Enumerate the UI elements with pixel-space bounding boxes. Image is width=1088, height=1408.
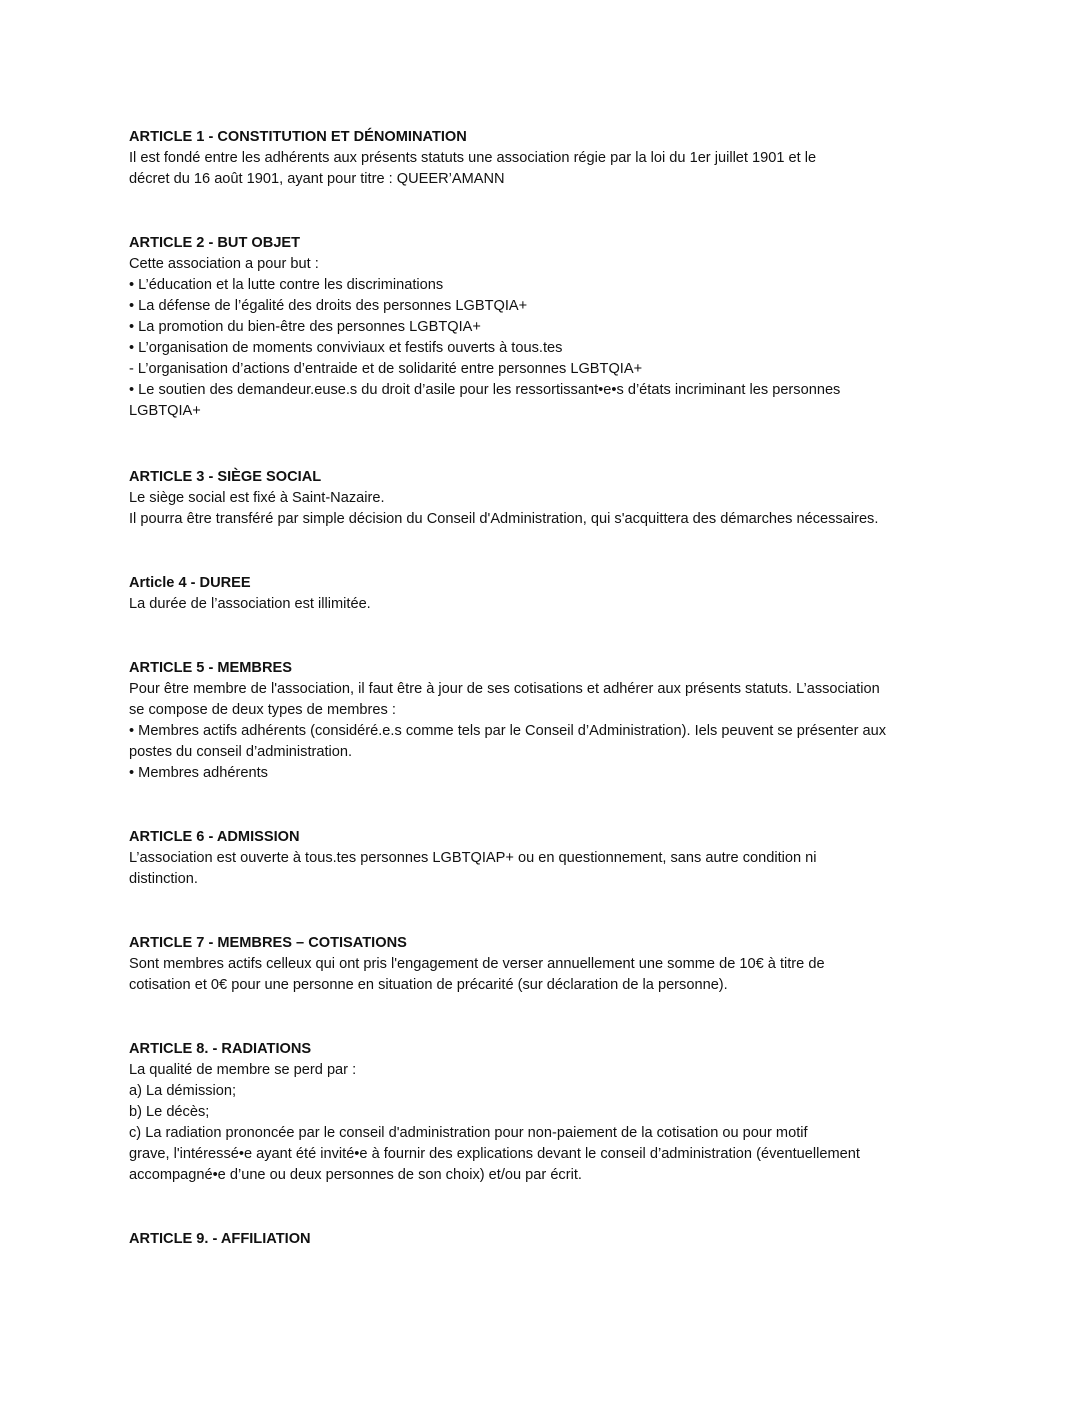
article-text-line: Le siège social est fixé à Saint-Nazaire.: [129, 490, 385, 506]
article-text-line: grave, l'intéressé•e ayant été invité•e à fournir des explications devant le conseil d’administration (éventuellement: [129, 1146, 860, 1162]
article-heading: ARTICLE 5 - MEMBRES: [129, 660, 292, 676]
article-text-line: c) La radiation prononcée par le conseil d'administration pour non-paiement de la cotisation ou pour motif: [129, 1125, 808, 1141]
article-heading: Article 4 - DUREE: [129, 575, 251, 591]
article-text-line: • Membres adhérents: [129, 765, 268, 781]
article-text-line: Pour être membre de l'association, il faut être à jour de ses cotisations et adhérer aux présents statuts. L’association: [129, 681, 880, 697]
article-text-line: b) Le décès;: [129, 1104, 210, 1120]
article-text-line: Il est fondé entre les adhérents aux présents statuts une association régie par la loi du 1er juillet 1901 et le: [129, 150, 817, 166]
article-text-line: postes du conseil d’administration.: [129, 744, 353, 760]
article-text-line: LGBTQIA+: [129, 403, 201, 419]
article-text-line: • Le soutien des demandeur.euse.s du droit d’asile pour les ressortissant•e•s d’états incriminant les personnes: [129, 382, 841, 398]
article-text-line: distinction.: [129, 871, 198, 887]
article-6: [129, 827, 969, 890]
article-text-line: - L’organisation d’actions d’entraide et de solidarité entre personnes LGBTQIA+: [129, 361, 643, 377]
article-text-line: • La défense de l’égalité des droits des personnes LGBTQIA+: [129, 298, 528, 314]
article-heading: ARTICLE 8. - RADIATIONS: [129, 1041, 312, 1057]
article-text-line: décret du 16 août 1901, ayant pour titre : QUEER’AMANN: [129, 171, 505, 187]
article-text-line: Sont membres actifs celleux qui ont pris l'engagement de verser annuellement une somme de 10€ à titre de: [129, 956, 825, 972]
article-5: [129, 658, 969, 784]
article-1: [129, 127, 969, 190]
article-text-line: • La promotion du bien-être des personnes LGBTQIA+: [129, 319, 481, 335]
article-9: [129, 1229, 969, 1250]
article-heading: ARTICLE 2 - BUT OBJET: [129, 235, 301, 251]
article-text-line: a) La démission;: [129, 1083, 237, 1099]
article-2: [129, 233, 969, 422]
article-heading: ARTICLE 6 - ADMISSION: [129, 829, 300, 845]
article-text-line: La qualité de membre se perd par :: [129, 1062, 357, 1078]
article-text-line: La durée de l’association est illimitée.: [129, 596, 371, 612]
article-heading: ARTICLE 7 - MEMBRES – COTISATIONS: [129, 935, 407, 951]
article-7: [129, 933, 969, 996]
article-text-line: Il pourra être transféré par simple décision du Conseil d'Administration, qui s'acquittera des démarches nécessaires.: [129, 511, 879, 527]
article-heading: ARTICLE 1 - CONSTITUTION ET DÉNOMINATION: [129, 129, 467, 145]
article-text-line: • L’organisation de moments conviviaux et festifs ouverts à tous.tes: [129, 340, 563, 356]
article-heading: ARTICLE 9. - AFFILIATION: [129, 1231, 311, 1247]
article-4: [129, 573, 969, 615]
article-text-line: • L’éducation et la lutte contre les discriminations: [129, 277, 444, 293]
article-text-line: accompagné•e d’une ou deux personnes de son choix) et/ou par écrit.: [129, 1167, 582, 1183]
article-text-line: • Membres actifs adhérents (considéré.e.s comme tels par le Conseil d’Administration). Iels peuvent se présenter aux: [129, 723, 887, 739]
article-3: [129, 467, 969, 530]
article-text-line: L’association est ouverte à tous.tes personnes LGBTQIAP+ ou en questionnement, sans autre condition ni: [129, 850, 817, 866]
article-heading: ARTICLE 3 - SIÈGE SOCIAL: [129, 469, 322, 485]
article-text-line: cotisation et 0€ pour une personne en situation de précarité (sur déclaration de la personne).: [129, 977, 728, 993]
article-text-line: se compose de deux types de membres :: [129, 702, 396, 718]
article-text-line: Cette association a pour but :: [129, 256, 319, 272]
article-8: [129, 1039, 969, 1186]
